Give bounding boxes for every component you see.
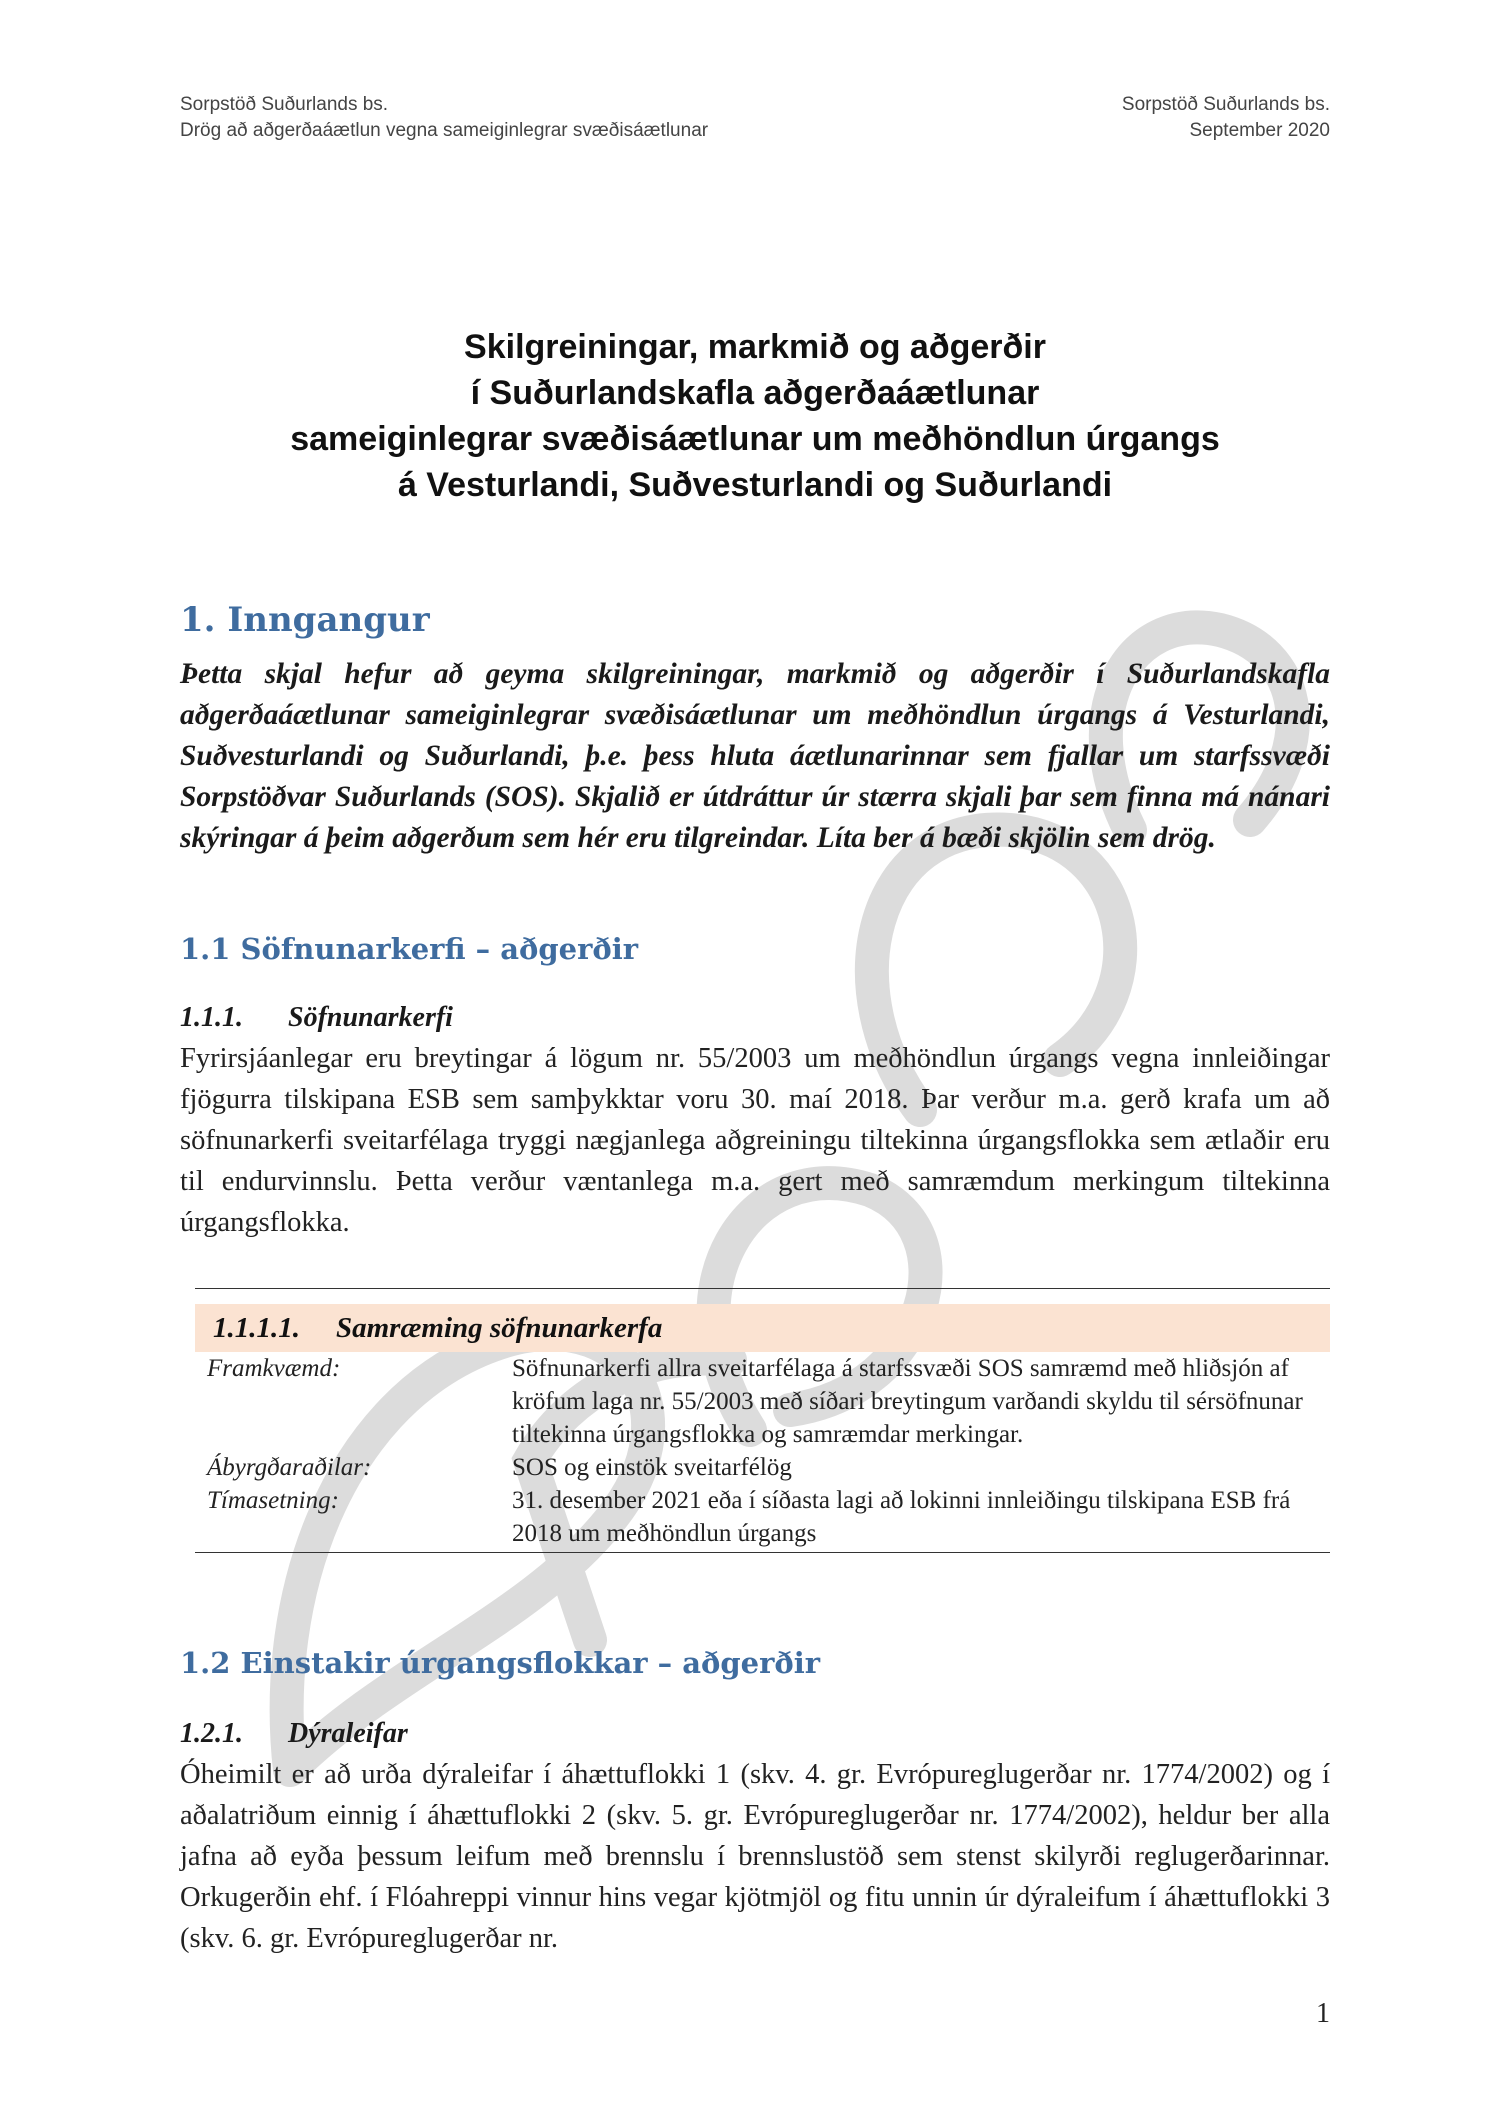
action-label: Tímasetning: xyxy=(207,1487,339,1514)
action-number: 1.1.1.1. xyxy=(213,1312,300,1344)
action-label: Ábyrgðaraðilar: xyxy=(207,1454,372,1481)
page-header-left xyxy=(180,92,708,144)
action-title-bar xyxy=(195,1304,1330,1352)
subsection-1-1-1-heading xyxy=(180,1002,453,1034)
header-date: September 2020 xyxy=(1189,120,1330,141)
section-1-1-1-body: Fyrirsjáanlegar eru breytingar á lögum nr. 55/2003 um meðhöndlun úrgangs vegna innleiðingar fjögurra tilskipana ESB sem samþykktar voru 30. maí 2018. Þar verður m.a. gerð krafa um að söfnunarkerfi sveitarfélaga tryggi nægjanlega aðgreiningu tiltekinna úrgangsflokka sem ætlaðir eru til endurvinnslu. Þetta verður væntanlega m.a. gert með samræmdum merkingum tiltekinna úrgangsflokka. xyxy=(180,1043,1330,1238)
header-document-name: Drög að aðgerðaáætlun vegna sameiginlegrar svæðisáætlunar xyxy=(180,120,709,141)
section-1-2-heading: 1.2 Einstakir úrgangsflokkar – aðgerðir xyxy=(180,1646,821,1680)
subsection-title: Söfnunarkerfi xyxy=(288,1002,453,1033)
action-label: Framkvæmd: xyxy=(207,1355,341,1382)
title-line-1: Skilgreiningar, markmið og aðgerðir xyxy=(464,328,1046,366)
document-title xyxy=(180,324,1330,508)
section-1-1-heading: 1.1 Söfnunarkerfi – aðgerðir xyxy=(180,932,639,966)
section-1-heading: 1. Inngangur xyxy=(180,600,430,640)
page-number: 1 xyxy=(1316,1998,1330,2029)
action-value: 31. desember 2021 eða í síðasta lagi að lokinni innleiðingu tilskipana ESB frá 2018 um meðhöndlun úrgangs xyxy=(512,1487,1291,1547)
section-1-2-1-body: Óheimilt er að urða dýraleifar í áhættuflokki 1 (skv. 4. gr. Evrópureglugerðar nr. 1774/2002) og í aðalatriðum einnig í áhættuflokki 2 (skv. 5. gr. Evrópureglugerðar nr. 1774/2002), heldur ber alla jafna að eyða þessum leifum með brennslu í brennslustöð sem stenst skilyrði reglugerðarinnar. Orkugerðin ehf. í Flóahreppi vinnur hins vegar kjötmjöl og fitu unnin úr dýraleifum í áhættuflokki 3 (skv. 6. gr. Evrópureglugerðar nr. xyxy=(180,1759,1330,1954)
title-line-4: á Vesturlandi, Suðvesturlandi og Suðurlandi xyxy=(397,466,1113,504)
subsection-number: 1.2.1. xyxy=(180,1718,243,1749)
action-title: Samræming söfnunarkerfa xyxy=(336,1312,663,1344)
action-value: Söfnunarkerfi allra sveitarfélaga á starfssvæði SOS samræmd með hliðsjón af kröfum laga nr. 55/2003 með síðari breytingum varðandi skyldu til sérsöfnunar tiltekinna úrgangsflokka og samræmdar merkingar. xyxy=(512,1355,1303,1448)
header-organization: Sorpstöð Suðurlands bs. xyxy=(180,94,389,115)
title-line-2: í Suðurlandskafla aðgerðaáætlunar xyxy=(470,374,1040,412)
header-organization-right: Sorpstöð Suðurlands bs. xyxy=(1121,94,1330,115)
action-box xyxy=(195,1288,1330,1553)
action-row-responsible xyxy=(195,1451,1330,1484)
subsection-1-2-1-heading xyxy=(180,1718,408,1750)
action-value: SOS og einstök sveitarfélög xyxy=(512,1454,792,1481)
subsection-number: 1.1.1. xyxy=(180,1002,243,1033)
introduction-abstract: Þetta skjal hefur að geyma skilgreiningar, markmið og aðgerðir í Suðurlandskafla aðgerðaáætlunar sameiginlegrar svæðisáætlunar um meðhöndlun úrgangs á Vesturlandi, Suðvesturlandi og Suðurlandi, þ.e. þess hluta áætlunarinnar sem fjallar um starfssvæði Sorpstöðvar Suðurlands (SOS). Skjalið er útdráttur úr stærra skjali þar sem finna má nánari skýringar á þeim aðgerðum sem hér eru tilgreindar. Líta ber á bæði skjölin sem drög. xyxy=(180,658,1330,854)
subsection-title: Dýraleifar xyxy=(288,1718,408,1749)
page-header-right xyxy=(1122,92,1330,144)
action-row-timing xyxy=(195,1484,1330,1552)
title-line-3: sameiginlegrar svæðisáætlunar um meðhöndlun úrgangs xyxy=(290,420,1220,458)
action-row-implementation xyxy=(195,1352,1330,1451)
